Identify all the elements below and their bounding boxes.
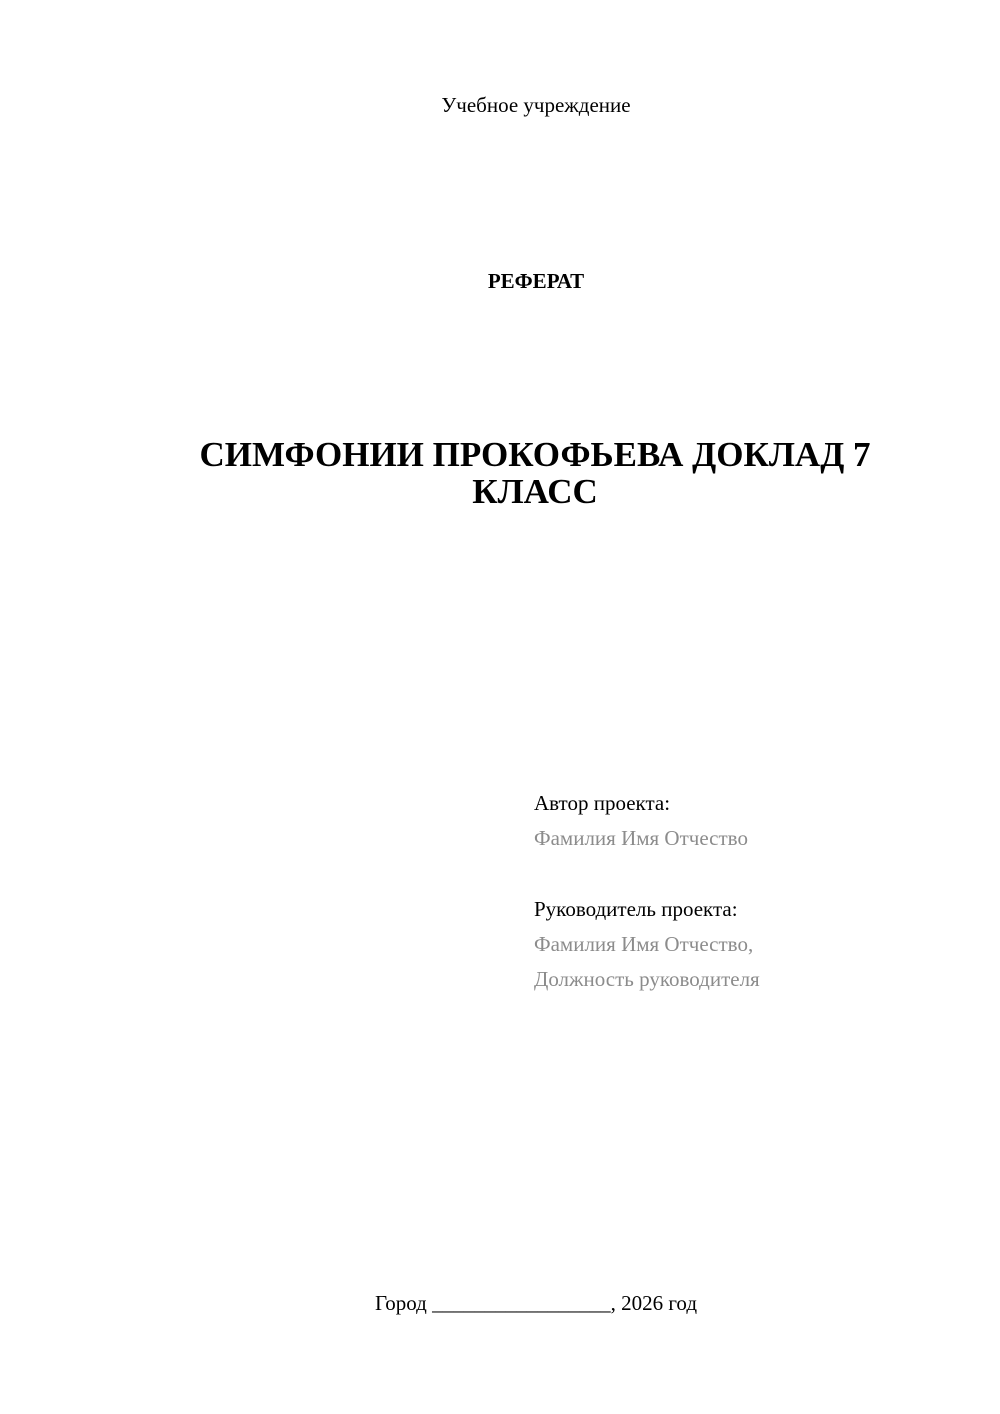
supervisor-label: Руководитель проекта: xyxy=(534,897,738,921)
project-info xyxy=(534,786,964,997)
spacer xyxy=(534,856,964,892)
document-type: РЕФЕРАТ xyxy=(487,269,585,293)
author-label: Автор проекта: xyxy=(534,791,671,815)
city-year-line: Город _________________, 2026 год xyxy=(374,1291,698,1315)
institution-name: Учебное учреждение xyxy=(441,93,631,117)
supervisor-name: Фамилия Имя Отчество, xyxy=(534,932,754,956)
author-name: Фамилия Имя Отчество xyxy=(534,826,748,850)
document-title: СИМФОНИИ ПРОКОФЬЕВА ДОКЛАД 7 КЛАСС xyxy=(199,435,871,511)
supervisor-position: Должность руководителя xyxy=(534,967,760,991)
